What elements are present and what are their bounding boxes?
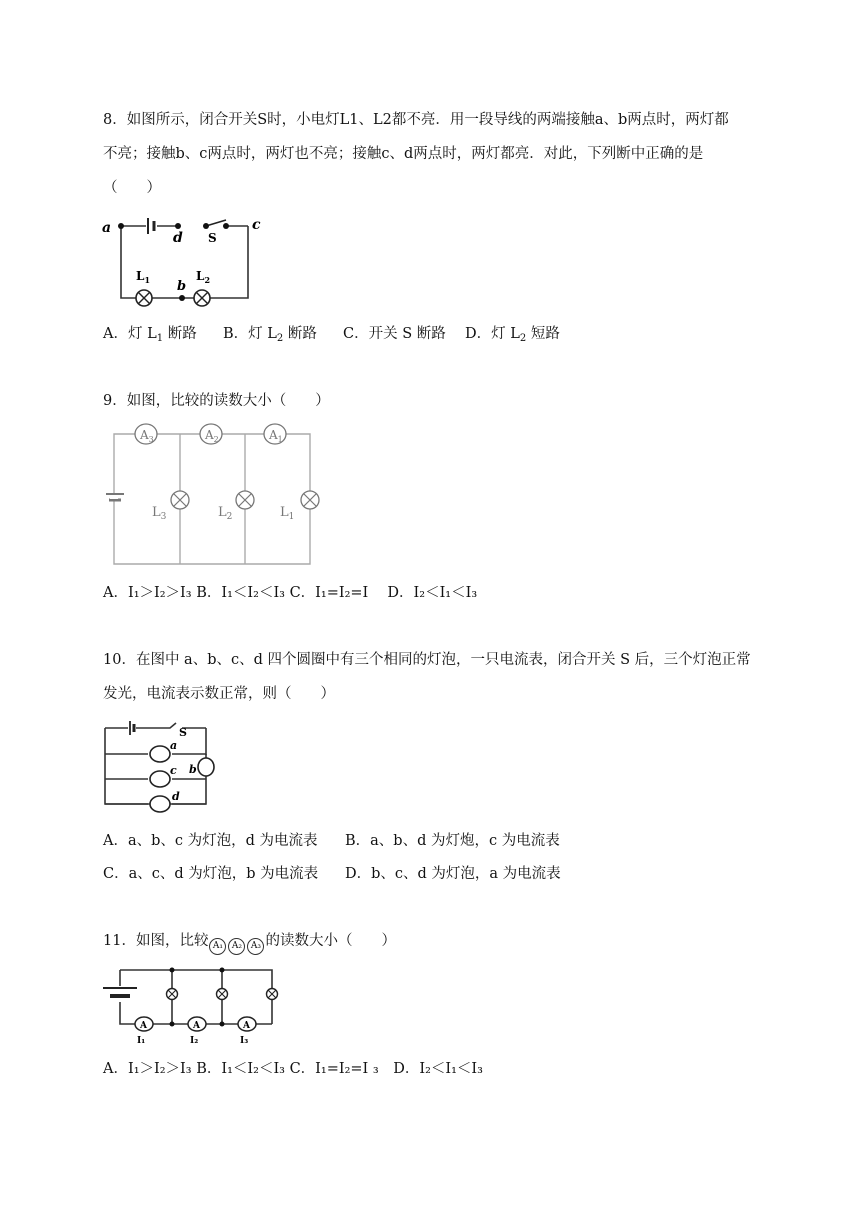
- q11-circuit-diagram: [100, 962, 290, 1047]
- q11-label-i2: I₂: [190, 1036, 199, 1046]
- q8-label-l2-sub: 2: [204, 275, 211, 285]
- q11-ammeter-1: [135, 1017, 153, 1031]
- q8-stem-line-3: （ ）: [103, 180, 161, 196]
- q8-stem-line-1: 8．如图所示，闭合开关S时，小电灯L1、L2都不亮．用一段导线的两端接触a、b两点时，两灯都: [103, 112, 729, 128]
- svg-text:L1: [136, 269, 150, 285]
- q8-label-s: S: [208, 231, 217, 245]
- q10-options-row-1: [103, 831, 560, 851]
- q9-lamp-l2: [236, 491, 254, 509]
- svg-text:A1: $A_1$: [269, 428, 283, 444]
- q9-ammeter-a1: [264, 424, 286, 444]
- q8-option-d[interactable]: D．灯 $L_2$ 短路: [465, 326, 560, 344]
- svg-text:A3: $A_3$: [140, 428, 154, 444]
- q9-lamp-l3: [171, 491, 189, 509]
- q8-circuit-diagram: [100, 210, 270, 310]
- q11-lamp-1: [167, 989, 178, 1000]
- q9-circuit-diagram: [100, 418, 320, 568]
- q8-label-c: c: [252, 217, 261, 233]
- q10-option-c[interactable]: C．a、c、d 为灯泡，b 为电流表: [103, 866, 319, 882]
- svg-text:A: A: [243, 1021, 250, 1031]
- q8-label-b: b: [177, 279, 187, 294]
- q11-label-i1: I₁: [137, 1036, 146, 1046]
- svg-text:L2: [196, 269, 210, 285]
- q8-option-a[interactable]: A．灯 $L_1$ 断路: [103, 326, 197, 344]
- q11-label-i3: I₃: [240, 1036, 249, 1046]
- q11-lamp-3: [267, 989, 278, 1000]
- q11-meter-a3-icon: A₃: [247, 938, 264, 955]
- q11-options[interactable]: A．I₁＞I₂＞I₃ B．I₁＜I₂＜I₃ C．I₁=I₂=I ₃ D．I₂＜I₁＜I₃: [103, 1061, 483, 1077]
- q9-options[interactable]: A．I₁＞I₂＞I₃ B．I₁＜I₂＜I₃ C．I₁=I₂=I D．I₂＜I₁＜I₃: [103, 585, 478, 601]
- q8-node-a: [118, 223, 124, 229]
- q8-lamp-l2: [194, 290, 210, 306]
- q11-ammeter-2: [188, 1017, 206, 1031]
- q8-stem-line-2: 不亮；接触b、c两点时，两灯也不亮；接触c、d两点时，两灯都亮．对此，下列断中正确的是: [103, 146, 704, 162]
- q10-circle-d: [150, 796, 170, 812]
- svg-text:A2: $A_2$: [205, 428, 219, 444]
- q11-stem-after: 的读数大小（ ）: [265, 933, 396, 949]
- svg-text:A: A: [193, 1021, 200, 1031]
- q8-node-d: [175, 223, 181, 229]
- q10-option-d[interactable]: D．b、c、d 为灯泡，a 为电流表: [345, 866, 561, 882]
- q10-label-d: d: [172, 790, 180, 803]
- q10-circuit-diagram: [100, 716, 220, 816]
- q8-label-l1: L: [136, 269, 145, 283]
- q10-option-a[interactable]: A．a、b、c 为灯泡，d 为电流表: [103, 833, 318, 849]
- q10-circle-a: [150, 746, 170, 762]
- q8-label-d: d: [173, 230, 183, 246]
- q11-stem: [103, 931, 396, 955]
- q8-label-l1-sub: 1: [144, 275, 151, 285]
- q10-label-s: S: [179, 726, 187, 739]
- q9-label-l2: $L_2$: [218, 505, 233, 522]
- q8-switch-left-node: [203, 223, 209, 229]
- q8-lamp-l1: [136, 290, 152, 306]
- q9-label-l3: $L_3$: [152, 505, 167, 522]
- q10-stem-line-1: 10．在图中 a、b、c、d 四个圆圈中有三个相同的灯泡，一只电流表，闭合开关 S 后，三个灯泡正常: [103, 652, 751, 668]
- q9-ammeter-a3: [135, 424, 157, 444]
- q11-meter-a1-icon: A₁: [209, 938, 226, 955]
- q10-label-b: b: [189, 763, 197, 776]
- q9-label-l1: $L_1$: [280, 505, 295, 522]
- q8-label-l2: L: [196, 269, 205, 283]
- q11-ammeter-3: [238, 1017, 256, 1031]
- q10-label-c: c: [170, 764, 177, 777]
- q10-stem-line-2: 发光，电流表示数正常，则（ ）: [103, 686, 335, 702]
- q8-option-c[interactable]: C．开关 S 断路: [343, 326, 446, 342]
- q10-circle-c: [150, 771, 170, 787]
- q8-label-a: a: [102, 220, 112, 236]
- q8-option-b[interactable]: B．灯 $L_2$ 断路: [223, 326, 317, 344]
- q10-circle-b: [198, 758, 214, 776]
- q8-switch-right-node: [223, 223, 229, 229]
- q11-stem-before: 11．如图，比较: [103, 933, 209, 949]
- svg-text:A: A: [140, 1021, 147, 1031]
- q9-lamp-l1: [301, 491, 319, 509]
- q8-node-b: [179, 295, 185, 301]
- q11-meter-a2-icon: A₂: [228, 938, 245, 955]
- q10-options-row-2: [103, 864, 561, 884]
- q10-option-b[interactable]: B．a、b、d 为灯炮，c 为电流表: [345, 833, 560, 849]
- q8-options: [103, 324, 560, 344]
- q10-label-a: a: [170, 739, 178, 752]
- q11-lamp-2: [217, 989, 228, 1000]
- q9-stem: 9．如图，比较的读数大小（ ）: [103, 393, 330, 409]
- q9-ammeter-a2: [200, 424, 222, 444]
